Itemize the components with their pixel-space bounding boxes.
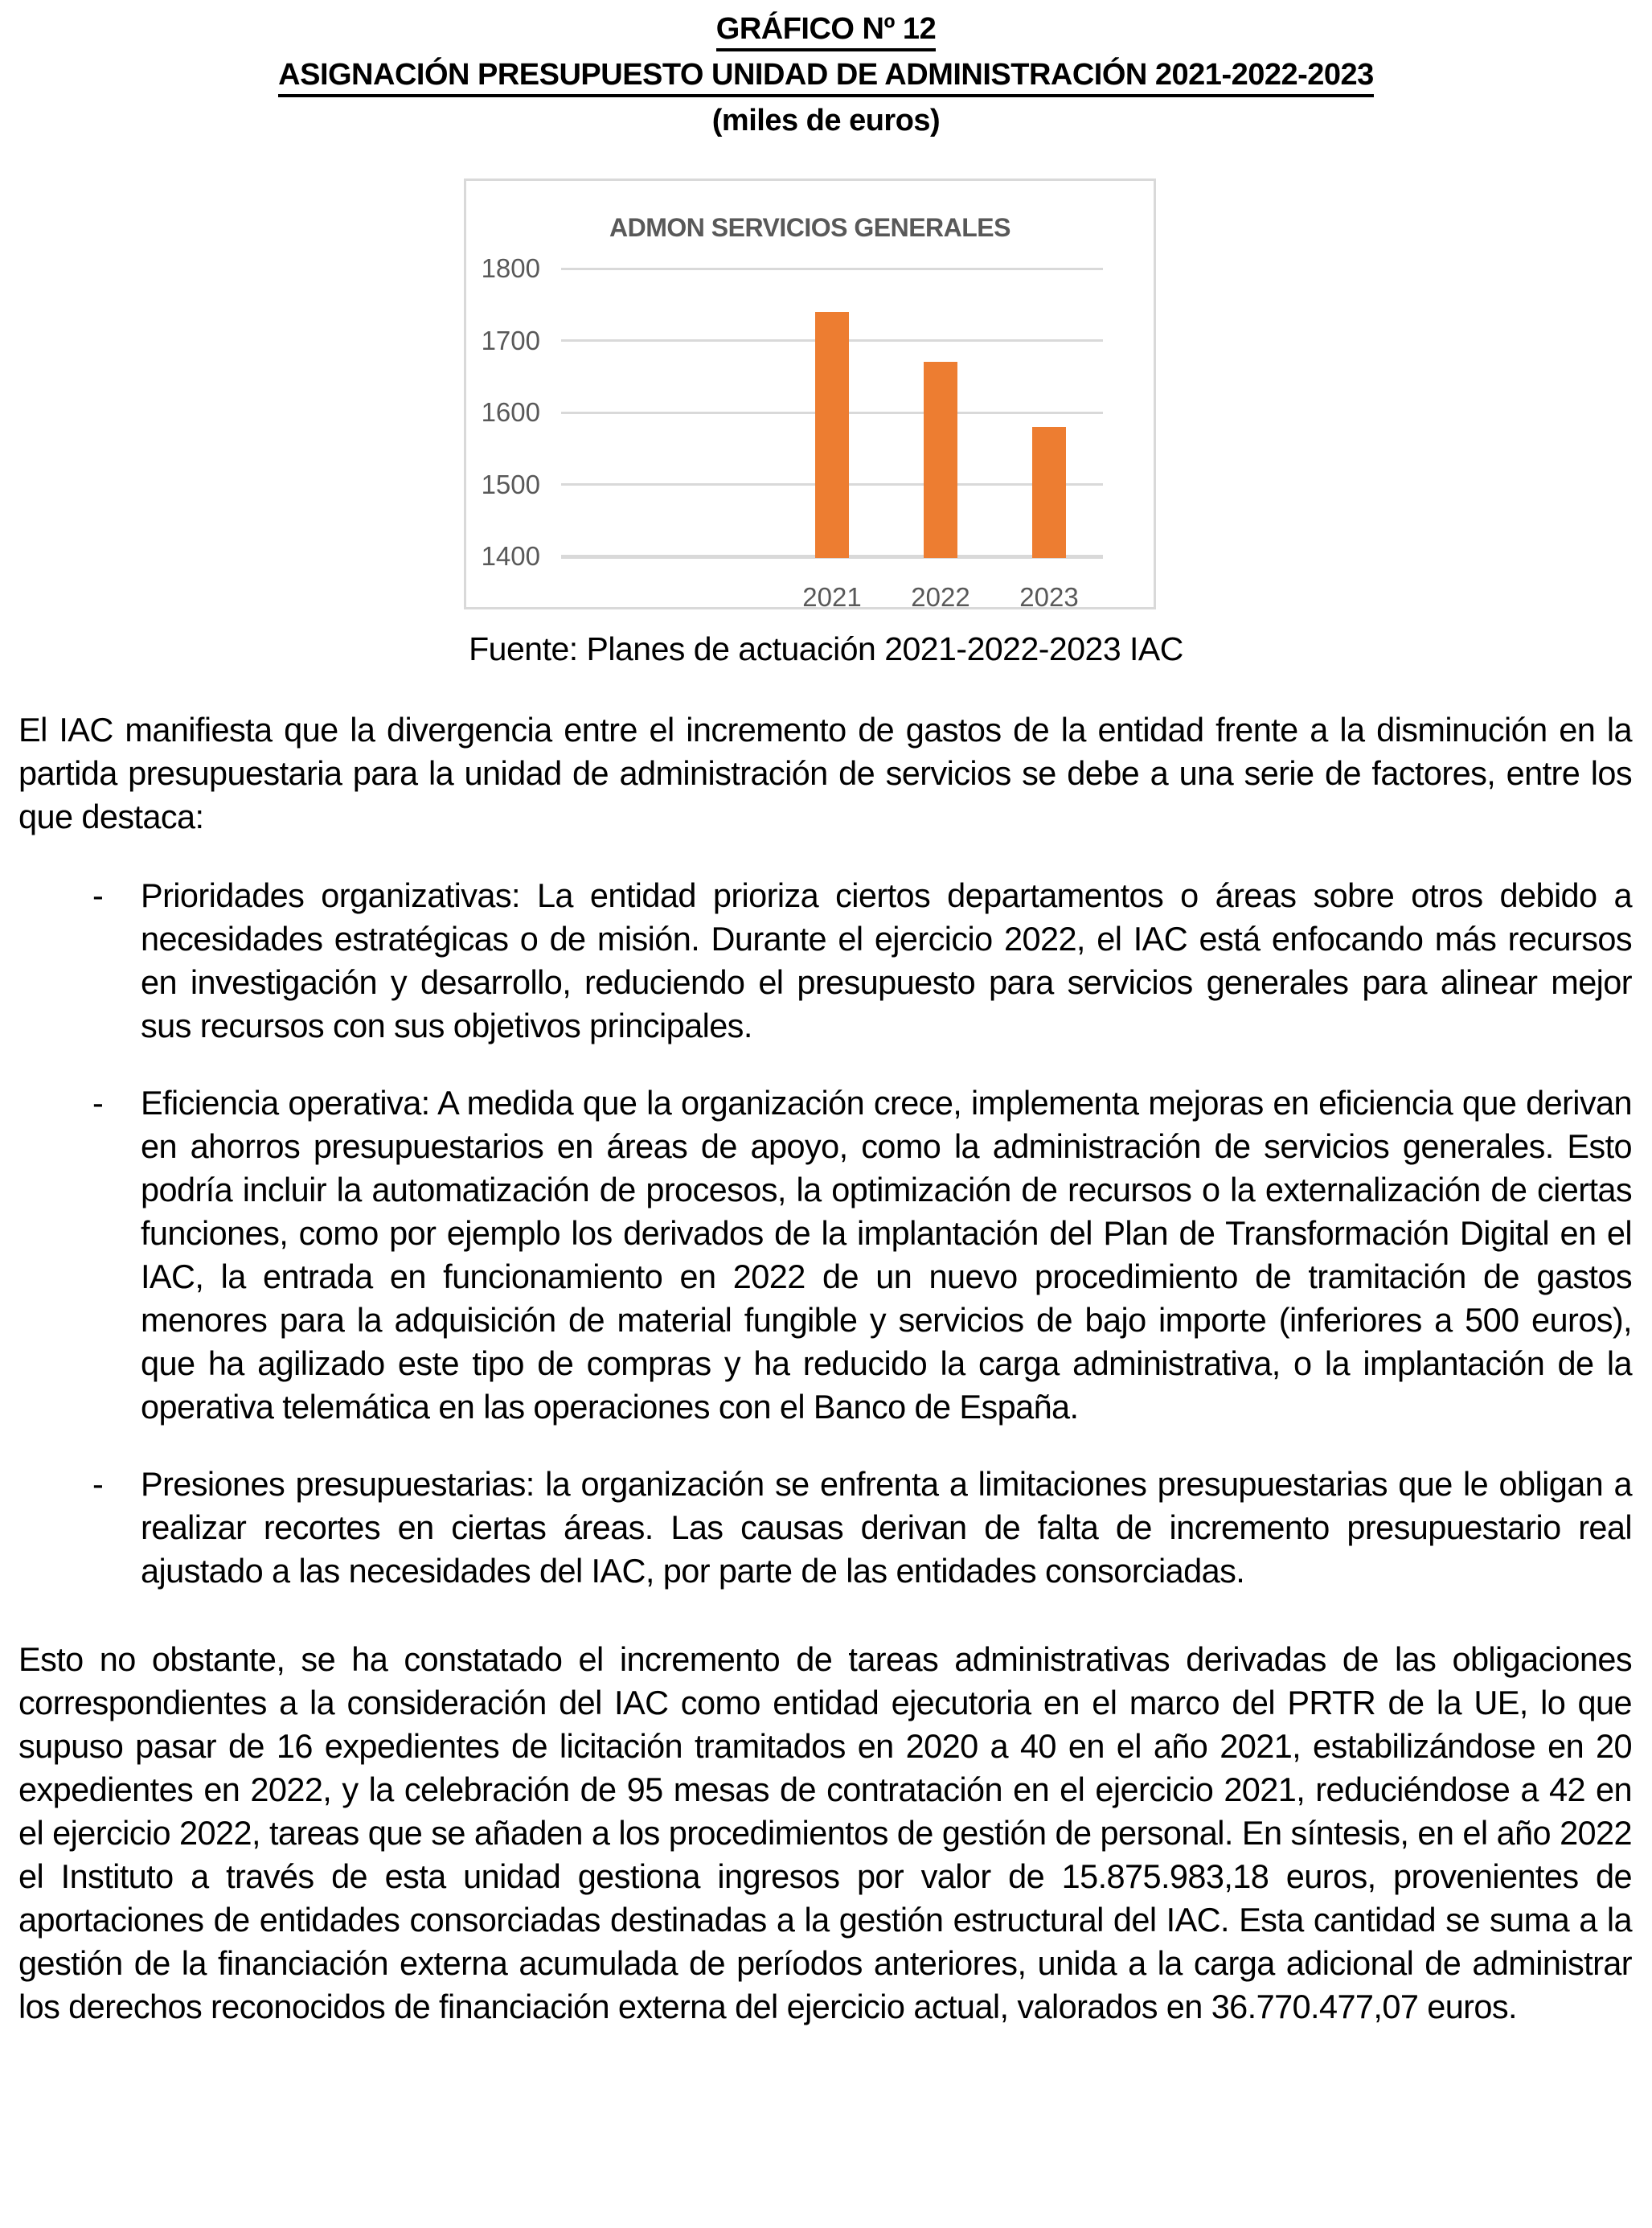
list-item-text: Presiones presupuestarias: la organización se enfrenta a limitaciones presupuestarias que le obligan a realizar recortes en ciertas áreas. Las causas derivan de falta de incremento presupuestario real ajustado a las necesidades del IAC, por parte de las entidades consorciadas. (141, 1465, 1632, 1590)
x-axis-tick-label: 2022 (911, 582, 970, 612)
bar-2023 (1032, 427, 1066, 558)
body-text (0, 708, 1652, 2029)
x-axis-tick-label: 2021 (802, 582, 862, 612)
chart-title: ADMON SERVICIOS GENERALES (609, 213, 1010, 242)
gridline (561, 268, 1103, 270)
y-axis-tick-label: 1600 (481, 397, 540, 427)
document-title-block (0, 0, 1652, 138)
list-item (18, 874, 1632, 1048)
y-axis-tick-label: 1800 (481, 253, 540, 283)
bar-2022 (924, 362, 957, 558)
bullet-dash: - (92, 1465, 104, 1503)
closing-paragraph: Esto no obstante, se ha constatado el incremento de tareas administrativas derivadas de las obligaciones correspondientes a la consideración del IAC como entidad ejecutoria en el marco del PRTR de la UE, lo que supuso pasar de 16 expedientes de licitación tramitados en 2020 a 40 en el año 2021, estabilizándose en 20 expedientes en 2022, y la celebración de 95 mesas de contratación en el ejercicio 2021, reduciéndose a 42 en el ejercicio 2022, tareas que se añaden a los procedimientos de gestión de personal. En síntesis, en el año 2022 el Instituto a través de esta unidad gestiona ingresos por valor de 15.875.983,18 euros, provenientes de aportaciones de entidades consorciadas destinadas a la gestión estructural del IAC. Esta cantidad se suma a la gestión de la financiación externa acumulada de períodos anteriores, unida a la carga adicional de administrar los derechos reconocidos de financiación externa del ejercicio actual, valorados en 36.770.477,07 euros. (18, 1640, 1632, 2025)
bar-2021 (815, 312, 849, 558)
doc-title-line-1: GRÁFICO Nº 12 (0, 11, 1652, 51)
y-axis-tick-label: 1400 (481, 541, 540, 571)
y-axis-tick-label: 1700 (481, 326, 540, 355)
list-item (18, 1463, 1632, 1593)
y-axis-tick-label: 1500 (481, 470, 540, 499)
bullet-dash: - (92, 876, 104, 914)
chart-source-caption: Fuente: Planes de actuación 2021-2022-2023 IAC (469, 630, 1183, 667)
budget-bar-chart (464, 178, 1156, 612)
list-item-text: Prioridades organizativas: La entidad prioriza ciertos departamentos o áreas sobre otros debido a necesidades estratégicas o de misión. Durante el ejercicio 2022, el IAC está enfocando más recursos en investigación y desarrollo, reduciendo el presupuesto para servicios generales para alinear mejor sus recursos con sus objetivos principales. (141, 876, 1632, 1044)
intro-paragraph: El IAC manifiesta que la divergencia entre el incremento de gastos de la entidad frente a la disminución en la partida presupuestaria para la unidad de administración de servicios se debe a una serie de factores, entre los que destaca: (18, 711, 1632, 835)
doc-title-line-3: (miles de euros) (711, 104, 941, 137)
bullet-dash: - (92, 1084, 104, 1122)
list-item-text: Eficiencia operativa: A medida que la organización crece, implementa mejoras en eficiencia que derivan en ahorros presupuestarios en áreas de apoyo, como la administración de servicios generales. Esto podría incluir la automatización de procesos, la optimización de recursos o la externalización de ciertas funciones, como por ejemplo los derivados de la implantación del Plan de Transformación Digital en el IAC, la entrada en funcionamiento en 2022 de un nuevo procedimiento de tramitación de gastos menores para la adquisición de material fungible y servicios de bajo importe (inferiores a 500 euros), que ha agilizado este tipo de compras y ha reducido la carga administrativa, o la implantación de la operativa telemática en las operaciones con el Banco de España. (141, 1084, 1632, 1426)
x-axis-tick-label: 2023 (1019, 582, 1079, 612)
doc-title-line-2: ASIGNACIÓN PRESUPUESTO UNIDAD DE ADMINISTRACIÓN 2021-2022-2023 (0, 57, 1652, 97)
factors-list (18, 874, 1632, 1593)
list-item (18, 1081, 1632, 1429)
